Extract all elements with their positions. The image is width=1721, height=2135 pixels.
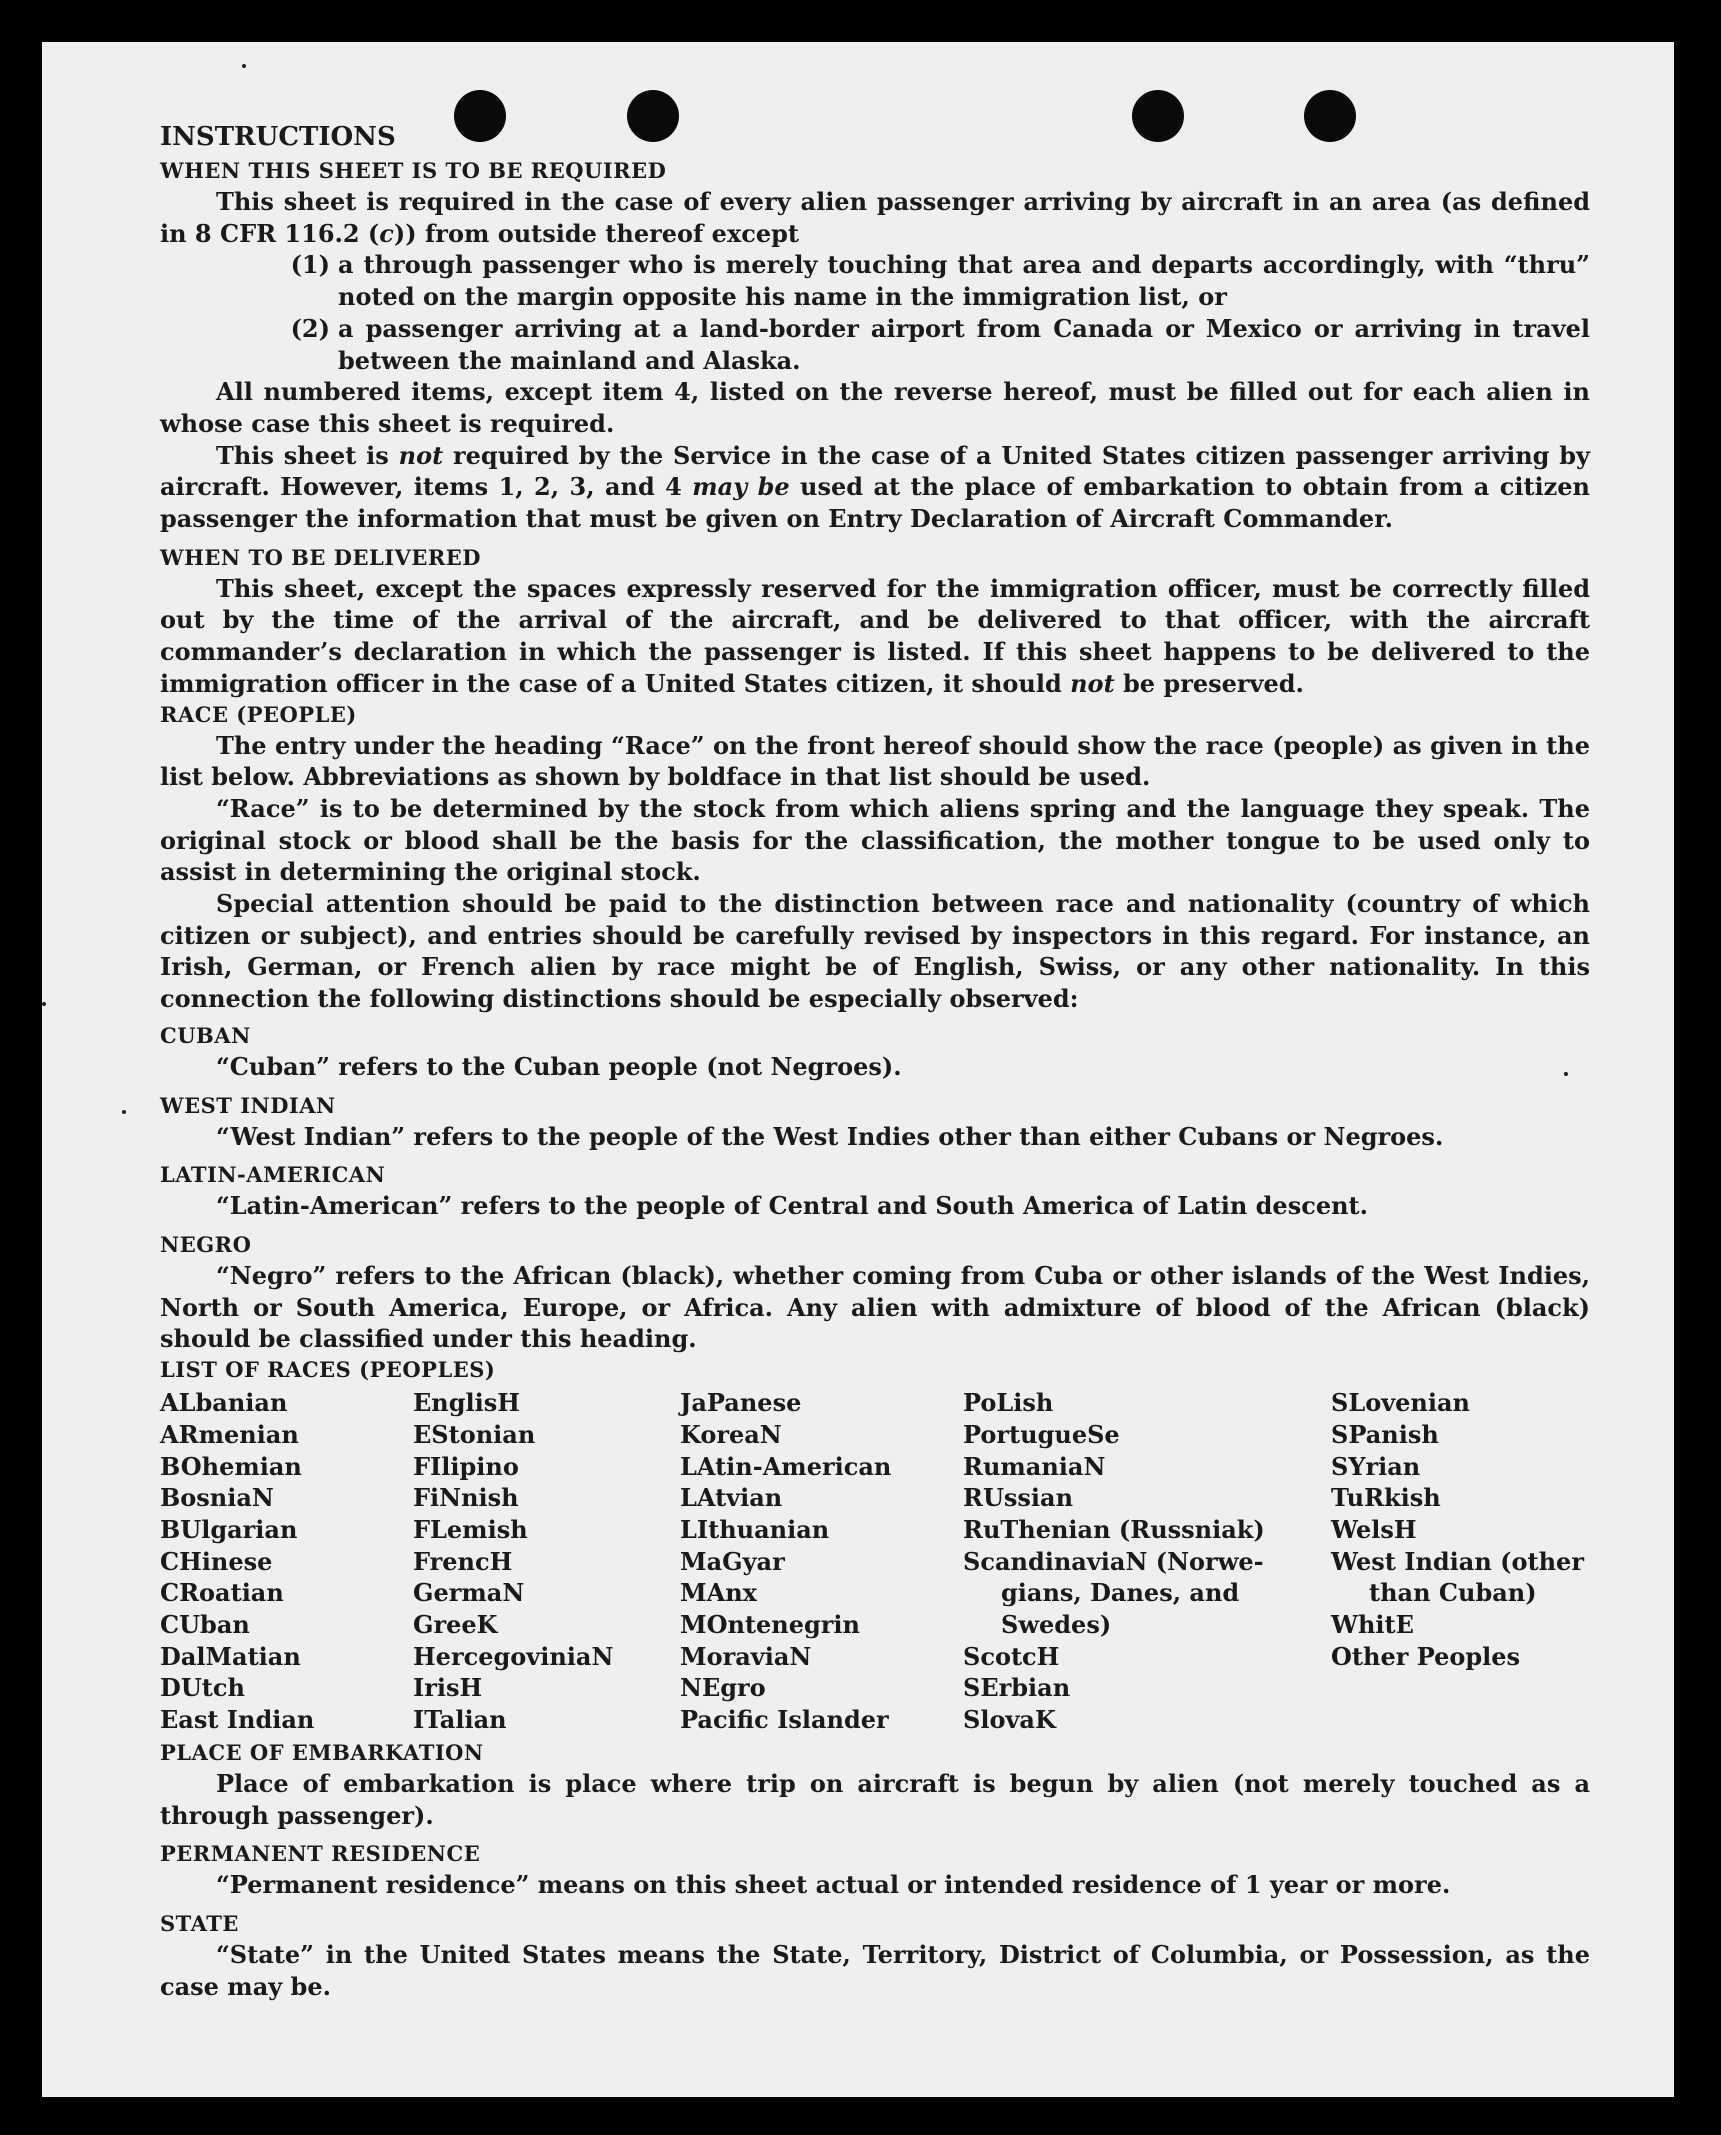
race-entry: Other Peoples: [1331, 1641, 1521, 1671]
race-column: [963, 1387, 1331, 1736]
page-title: INSTRUCTIONS: [160, 122, 396, 152]
race-column: [413, 1387, 680, 1736]
race-entry: PortugueSe: [963, 1419, 1120, 1449]
definition-text: “Latin-American” refers to the people of Central and South America of Latin descent.: [216, 1191, 1368, 1221]
paragraph: All numbered items, except item 4, listed on the reverse hereof, must be filled out for each alien in whose case this sheet is required.: [160, 377, 1590, 438]
race-entry: RumaniaN: [963, 1451, 1106, 1481]
race-entry: FiNnish: [413, 1483, 519, 1513]
race-entry: MOntenegrin: [680, 1610, 860, 1640]
paragraph: This sheet is required in the case of every alien passenger arriving by aircraft in an area (as defined in 8 CFR 116.2 (c)) from outside thereof except: [160, 187, 1590, 248]
race-entry: RuThenian (Russniak): [963, 1514, 1265, 1544]
race-entry: than Cuban): [1369, 1578, 1537, 1608]
definition-text: “Cuban” refers to the Cuban people (not Negroes).: [216, 1051, 902, 1081]
paragraph: This sheet is not required by the Service in the case of a United States citizen passenger arriving by aircraft. However, items 1, 2, 3, and 4 may be used at the place of embarkation to obtain from a citizen passenger the information that must be given on Entry Declaration of Aircraft Commander.: [160, 440, 1591, 534]
race-entry: ARmenian: [160, 1419, 299, 1449]
race-entry: CUban: [160, 1610, 250, 1640]
section-heading: STATE: [160, 1910, 239, 1936]
race-entry: SlovaK: [963, 1705, 1056, 1735]
race-entry: WelsH: [1331, 1514, 1417, 1544]
race-entry: HercegoviniaN: [413, 1641, 614, 1671]
race-entry: ALbanian: [160, 1388, 288, 1418]
race-entry: WhitE: [1331, 1610, 1414, 1640]
paragraph: The entry under the heading “Race” on the front hereof should show the race (people) as given in the list below. Abbreviations as shown by boldface in that list should be used.: [160, 730, 1590, 792]
paragraph: “State” in the United States means the State, Territory, District of Columbia, or Possession, as the case may be.: [160, 1939, 1590, 2001]
race-entry: BUlgarian: [160, 1514, 298, 1544]
definition-heading: NEGRO: [160, 1231, 252, 1257]
race-entry: FLemish: [413, 1514, 528, 1544]
race-entry: Swedes): [1001, 1610, 1112, 1640]
race-entry: MoraviaN: [680, 1641, 812, 1671]
race-entry: GreeK: [413, 1610, 498, 1640]
paragraph: Place of embarkation is place where trip on aircraft is begun by alien (not merely touched as a through passenger).: [160, 1768, 1590, 1830]
race-entry: NEgro: [680, 1673, 766, 1703]
race-entry: KoreaN: [680, 1419, 782, 1449]
race-entry: DalMatian: [160, 1641, 301, 1671]
race-entry: CRoatian: [160, 1578, 284, 1608]
race-entry: FrencH: [413, 1546, 513, 1576]
race-entry: ScandinaviaN (Norwe-: [963, 1546, 1264, 1576]
speck: [122, 1110, 126, 1114]
section-heading: RACE (PEOPLE): [160, 701, 357, 727]
list-item: (1) a through passenger who is merely touching that area and departs accordingly, with “thru” noted on the margin opposite his name in the immigration list, or: [290, 250, 1590, 312]
definition-text: “Negro” refers to the African (black), whether coming from Cuba or other islands of the West Indies, North or South America, Europe, or Africa. Any alien with admixture of blood of the African (black) should be classified under this heading.: [160, 1260, 1590, 1354]
race-entry: GermaN: [413, 1578, 525, 1608]
speck: [42, 1002, 46, 1006]
race-entry: West Indian (other: [1331, 1546, 1584, 1576]
race-entry: SErbian: [963, 1673, 1071, 1703]
race-list-heading: LIST OF RACES (PEOPLES): [160, 1357, 496, 1383]
race-list: [160, 1387, 1590, 1736]
race-entry: LIthuanian: [680, 1514, 830, 1544]
instructions-content: [160, 118, 1590, 2002]
race-entry: IrisH: [413, 1673, 483, 1703]
race-entry: EnglisH: [413, 1388, 520, 1418]
race-entry: SYrian: [1331, 1451, 1421, 1481]
race-entry: Pacific Islander: [680, 1705, 889, 1735]
paragraph: Special attention should be paid to the distinction between race and nationality (country of which citizen or subject), and entries should be carefully revised by inspectors in this regard. For instance, an Irish, German, or French alien by race might be of English, Swiss, or any other nationality. In this connection the following distinctions should be especially observed:: [160, 889, 1590, 1014]
paragraph: “Permanent residence” means on this sheet actual or intended residence of 1 year or more.: [216, 1870, 1451, 1900]
race-entry: SLovenian: [1331, 1388, 1470, 1418]
race-entry: EStonian: [413, 1419, 536, 1449]
section-heading: PLACE OF EMBARKATION: [160, 1739, 484, 1765]
race-entry: gians, Danes, and: [1001, 1578, 1240, 1608]
race-entry: PoLish: [963, 1388, 1054, 1418]
race-entry: CHinese: [160, 1546, 273, 1576]
race-entry: DUtch: [160, 1673, 245, 1703]
race-column: [160, 1387, 413, 1736]
race-entry: MAnx: [680, 1578, 757, 1608]
section-heading: WHEN THIS SHEET IS TO BE REQUIRED: [160, 158, 667, 183]
race-column: [680, 1387, 963, 1736]
speck: [242, 64, 246, 68]
section-heading: WHEN TO BE DELIVERED: [160, 544, 482, 570]
definition-heading: LATIN-AMERICAN: [160, 1162, 386, 1188]
definition-text: “West Indian” refers to the people of the West Indies other than either Cubans or Negroes.: [216, 1121, 1444, 1151]
race-entry: ITalian: [413, 1705, 507, 1735]
race-entry: FIlipino: [413, 1451, 519, 1481]
race-entry: ScotcH: [963, 1641, 1060, 1671]
section-heading: PERMANENT RESIDENCE: [160, 1841, 481, 1867]
race-entry: JaPanese: [680, 1388, 802, 1418]
race-entry: BosniaN: [160, 1483, 274, 1513]
paragraph: This sheet, except the spaces expressly reserved for the immigration officer, must be correctly filled out by the time of the arrival of the aircraft, and be delivered to that officer, with the aircraft commander’s declaration in which the passenger is listed. If this sheet happens to be delivered to the immigration officer in the case of a United States citizen, it should not be preserved.: [160, 573, 1590, 698]
race-entry: RUssian: [963, 1483, 1074, 1513]
race-entry: LAtin-American: [680, 1451, 892, 1481]
race-entry: LAtvian: [680, 1483, 783, 1513]
document-page: [42, 42, 1674, 2097]
race-entry: East Indian: [160, 1705, 315, 1735]
definition-heading: WEST INDIAN: [160, 1092, 336, 1118]
race-entry: SPanish: [1331, 1419, 1439, 1449]
race-entry: TuRkish: [1331, 1483, 1441, 1513]
race-column: [1331, 1387, 1590, 1736]
definition-heading: CUBAN: [160, 1022, 251, 1048]
paragraph: “Race” is to be determined by the stock from which aliens spring and the language they speak. The original stock or blood shall be the basis for the classification, the mother tongue to be used only to assist in determining the original stock.: [160, 793, 1590, 887]
list-item: (2) a passenger arriving at a land-border airport from Canada or Mexico or arriving in travel between the mainland and Alaska.: [290, 313, 1590, 375]
race-entry: MaGyar: [680, 1546, 785, 1576]
race-entry: BOhemian: [160, 1451, 302, 1481]
